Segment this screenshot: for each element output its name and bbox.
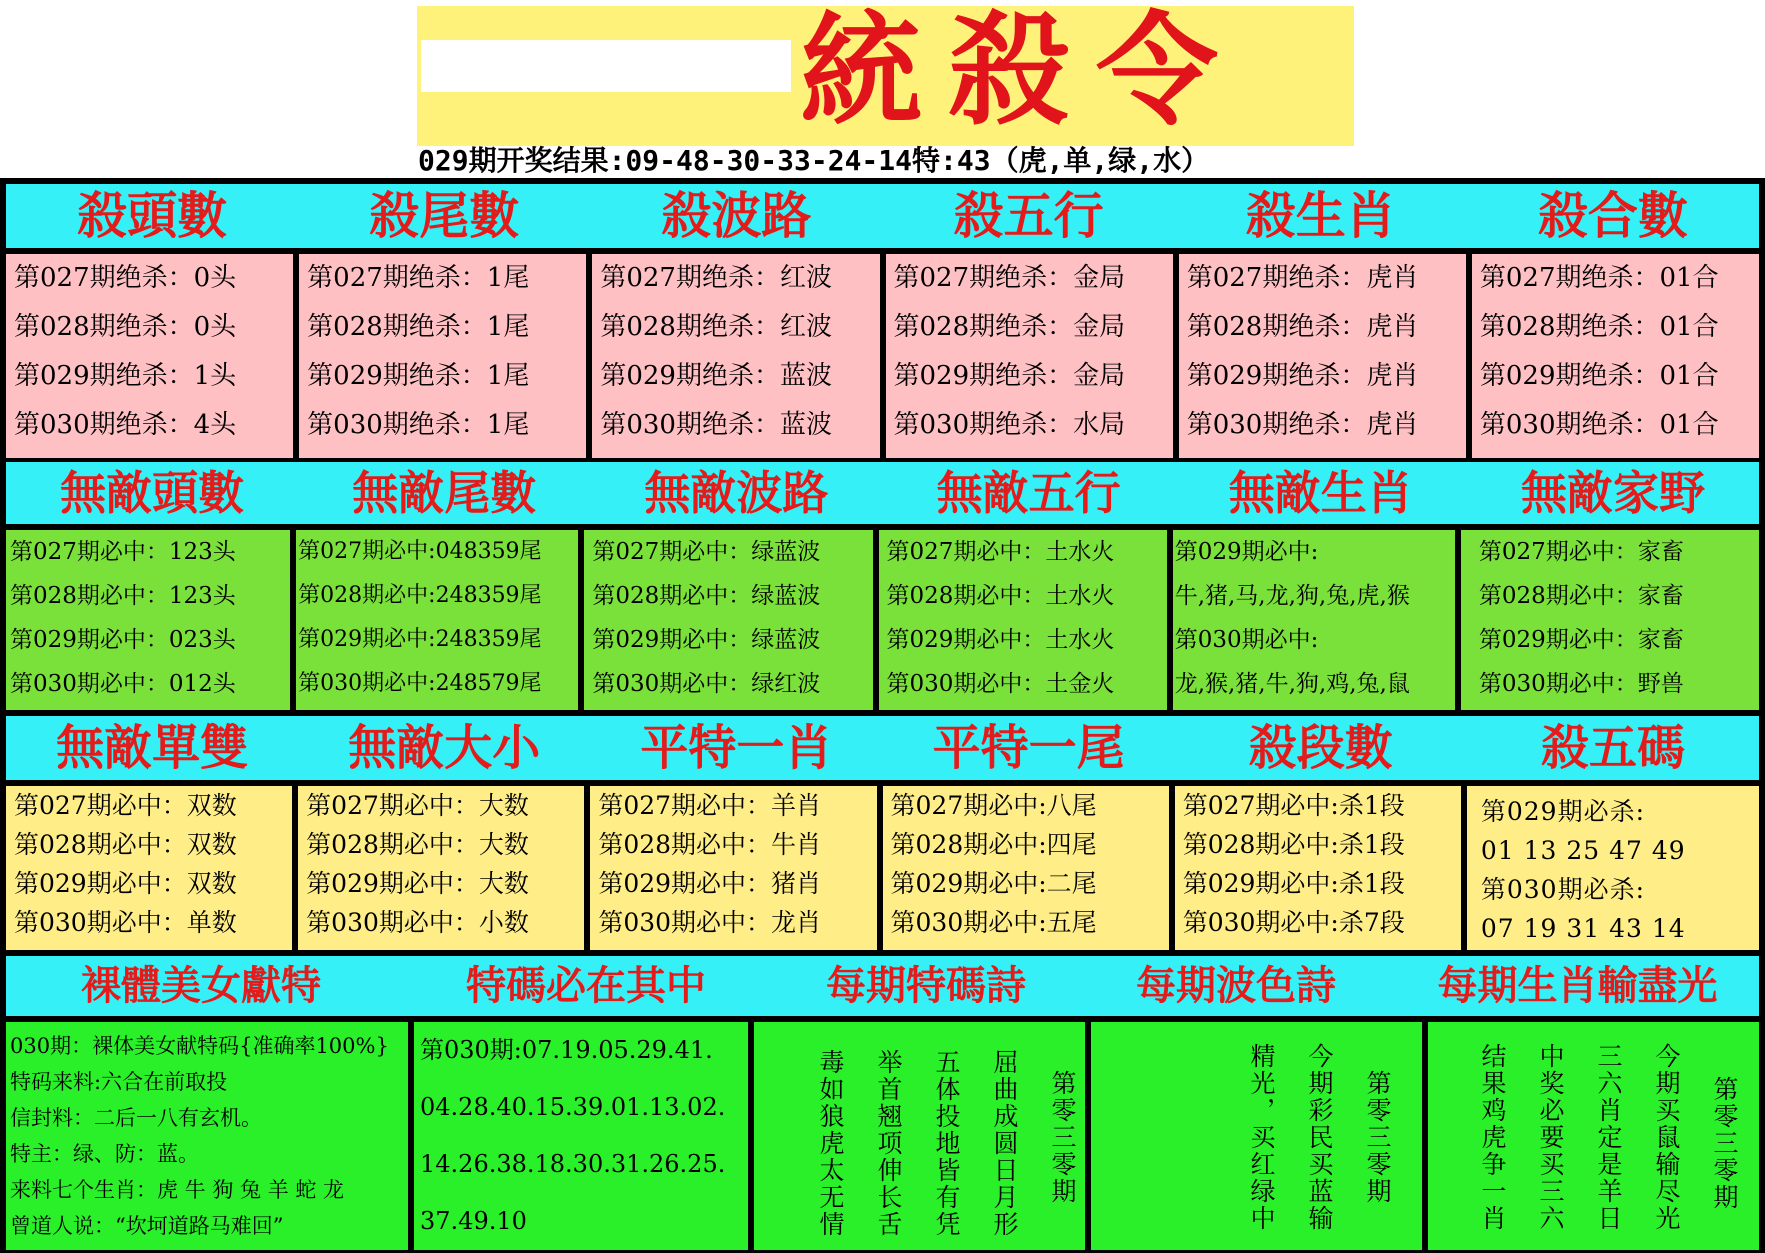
band-label: 殺波路 (661, 187, 812, 245)
list-item: 第030期绝杀：蓝波 (600, 410, 832, 440)
list-item: 第029期绝杀：金局 (893, 361, 1126, 391)
list-item: 第029期必中：绿蓝波 (592, 627, 821, 653)
list-item: 第027期必中：双数 (14, 791, 237, 820)
list-item: 第028期必中：土水火 (886, 583, 1115, 609)
list-item: 第030期绝杀：水局 (893, 410, 1126, 440)
band-label: 殺尾數 (369, 187, 520, 245)
list-item: 特主：绿、防：蓝。 (10, 1142, 199, 1166)
poem-column: 今期彩民买蓝输 (1305, 1042, 1334, 1232)
beauty-tip-cell (6, 1022, 408, 1250)
sure-row (6, 530, 1759, 710)
kill-element-cell (886, 254, 1173, 458)
list-item: 第030期必中：土金火 (886, 671, 1115, 697)
kill-sum-cell (1472, 254, 1759, 458)
band-label: 無敵頭數 (60, 466, 245, 520)
list-item: 第028期绝杀：01合 (1479, 312, 1719, 342)
list-item: 第027期绝杀：1尾 (307, 263, 530, 293)
list-item: 第028期必中：家畜 (1478, 583, 1684, 609)
list-item: 第030期必中：龙肖 (598, 908, 822, 937)
list-item: 龙,猴,猪,牛,狗,鸡,兔,鼠 (1174, 671, 1410, 697)
poem-column: 第零三零期 (1363, 1069, 1392, 1205)
kill-wave-cell (592, 254, 879, 458)
list-item: 第028期绝杀：0头 (14, 312, 237, 342)
list-item: 第030期必中:248579尾 (298, 671, 542, 696)
wave-color-poem-cell (1091, 1022, 1422, 1250)
band-label: 無敵家野 (1520, 466, 1705, 520)
band-label: 每期波色詩 (1136, 963, 1336, 1009)
list-item: 第027期绝杀：01合 (1479, 263, 1719, 293)
band-label: 平特一尾 (932, 720, 1125, 776)
sure-domestic-cell (1461, 530, 1759, 710)
band-label: 每期特碼詩 (826, 963, 1026, 1009)
list-item: 第029期绝杀：蓝波 (600, 361, 832, 391)
special-numbers-cell (414, 1022, 748, 1250)
list-item: 第029期必中：023头 (10, 627, 236, 653)
list-item: 第028期绝杀：金局 (893, 312, 1126, 342)
band-label: 平特一肖 (640, 720, 833, 776)
poem-column: 今期买鼠输尽光 (1652, 1042, 1681, 1232)
list-item: 第027期绝杀：0头 (14, 263, 237, 293)
list-item: 第030期必中：绿红波 (592, 671, 821, 697)
band-label: 無敵單雙 (56, 720, 249, 776)
poem-column: 屈曲成圆日月形 (990, 1048, 1019, 1238)
list-item: 第029期必中：家畜 (1478, 627, 1684, 653)
list-item: 第029期绝杀：1头 (14, 361, 237, 391)
list-item: 第027期必中：家畜 (1478, 539, 1684, 565)
list-item: 第027期绝杀：红波 (600, 263, 832, 293)
list-item: 37.49.10 (420, 1207, 527, 1235)
poem-column: 毒如狼虎太无情 (816, 1048, 845, 1238)
list-item: 第028期必中：牛肖 (598, 830, 822, 859)
list-item: 第027期必中：绿蓝波 (592, 539, 821, 565)
kill-segment-cell (1175, 786, 1461, 950)
list-item: 第030期必杀: (1480, 875, 1645, 904)
kill-head-cell (6, 254, 293, 458)
list-item: 第027期必中:杀1段 (1182, 791, 1405, 820)
list-item: 第030期绝杀：4头 (14, 410, 237, 440)
poem-column: 第零三零期 (1710, 1075, 1739, 1211)
band-label: 殺生肖 (1245, 187, 1396, 245)
list-item: 第027期绝杀：虎肖 (1186, 263, 1419, 293)
list-item: 第027期必中:048359尾 (298, 539, 542, 564)
list-item: 第030期必中: (1174, 627, 1319, 653)
poem-column: 举首翘项伸长舌 (874, 1048, 903, 1238)
list-item: 第030期绝杀：虎肖 (1186, 410, 1419, 440)
poem-column: 精光，买红绿中 (1247, 1042, 1276, 1232)
sure-element-cell (879, 530, 1167, 710)
list-item: 第030期:07.19.05.29.41. (420, 1036, 713, 1064)
list-item: 第028期绝杀：红波 (600, 312, 832, 342)
list-item: 第030期必中：野兽 (1478, 671, 1684, 697)
band-label: 無敵大小 (348, 720, 541, 776)
list-item: 第030期必中：012头 (10, 671, 236, 697)
band-label: 殺五行 (953, 187, 1104, 245)
poem-column: 三六肖定是羊日 (1594, 1042, 1623, 1232)
kill-zodiac-cell (1179, 254, 1466, 458)
poem-column: 第零三零期 (1048, 1069, 1077, 1205)
list-item: 第030期必中:五尾 (890, 908, 1097, 937)
list-item: 曾道人说：“坎坷道路马难回” (10, 1214, 284, 1238)
list-item: 来料七个生肖：虎 牛 狗 兔 羊 蛇 龙 (10, 1178, 345, 1202)
list-item: 第029期绝杀：虎肖 (1186, 361, 1419, 391)
list-item: 第029期必中：大数 (306, 869, 529, 898)
banner-white-strip (421, 40, 791, 92)
list-item: 第028期必中：大数 (306, 830, 529, 859)
band-label: 每期生肖輸盡光 (1437, 963, 1718, 1009)
list-item: 第030期必中:杀7段 (1182, 908, 1405, 937)
kill-row (6, 254, 1759, 458)
band-label: 殺五碼 (1540, 720, 1685, 776)
list-item: 第029期必中：猪肖 (598, 869, 822, 898)
draw-result: 029期开奖结果:09-48-30-33-24-14特:43（虎,单,绿,水） (418, 144, 1210, 177)
flat-zodiac-cell (590, 786, 876, 950)
band-label: 無敵五行 (936, 466, 1121, 520)
list-item: 第029期必中:二尾 (890, 869, 1097, 898)
list-item: 第027期必中:八尾 (890, 791, 1097, 820)
list-item: 第028期必中:248359尾 (298, 583, 542, 608)
band-label: 裸體美女獻特 (81, 963, 321, 1009)
list-item: 04.28.40.15.39.01.13.02. (420, 1093, 726, 1121)
header-band-2 (6, 462, 1759, 524)
list-item: 第028期必中：绿蓝波 (592, 583, 821, 609)
list-item: 第030期必中：单数 (14, 908, 237, 937)
band-label: 殺段數 (1248, 720, 1393, 776)
band-label: 殺合數 (1537, 187, 1688, 245)
list-item: 第030期绝杀：1尾 (307, 410, 530, 440)
band-label: 無敵波路 (644, 466, 829, 520)
list-item: 01 13 25 47 49 (1480, 836, 1686, 865)
band-label: 特碼必在其中 (466, 963, 706, 1009)
sure-zodiac-cell (1173, 530, 1455, 710)
list-item: 第029期必杀: (1480, 797, 1645, 826)
list-item: 特码来料:六合在前取投 (10, 1070, 228, 1094)
sure-head-cell (6, 530, 290, 710)
list-item: 第028期必中：123头 (10, 583, 236, 609)
header-band-4 (6, 956, 1759, 1016)
band-label: 殺頭數 (77, 187, 228, 245)
list-item: 第029期必中：土水火 (886, 627, 1115, 653)
list-item: 第029期必中:杀1段 (1182, 869, 1405, 898)
list-item: 第029期绝杀：01合 (1479, 361, 1719, 391)
list-item: 牛,猪,马,龙,狗,兔,虎,猴 (1174, 583, 1410, 609)
odd-even-cell (6, 786, 292, 950)
odd-even-row (6, 786, 1759, 950)
band-label: 無敵尾數 (352, 466, 537, 520)
list-item: 14.26.38.18.30.31.26.25. (420, 1150, 726, 1178)
list-item: 第030期绝杀：01合 (1479, 410, 1719, 440)
list-item: 第028期必中:四尾 (890, 830, 1097, 859)
big-small-cell (298, 786, 584, 950)
list-item: 第028期绝杀：1尾 (307, 312, 530, 342)
page-title: 統殺令 (800, 0, 1244, 142)
list-item: 第028期必中：双数 (14, 830, 237, 859)
special-code-poem-cell (754, 1022, 1085, 1250)
list-item: 第027期必中：土水火 (886, 539, 1115, 565)
sure-wave-cell (584, 530, 872, 710)
band-label: 無敵生肖 (1228, 466, 1413, 520)
poem-column: 五体投地皆有凭 (932, 1048, 961, 1238)
list-item: 第027期必中：羊肖 (598, 791, 822, 820)
list-item: 第028期绝杀：虎肖 (1186, 312, 1419, 342)
poem-column: 结果鸡虎争一肖 (1478, 1042, 1507, 1232)
kill-five-codes-cell (1467, 786, 1759, 950)
list-item: 第029期绝杀：1尾 (307, 361, 530, 391)
poem-column: 中奖必要买三六 (1536, 1042, 1565, 1232)
list-item: 第027期必中：大数 (306, 791, 529, 820)
list-item: 第027期绝杀：金局 (893, 263, 1126, 293)
list-item: 第028期必中:杀1段 (1182, 830, 1405, 859)
list-item: 第027期必中：123头 (10, 539, 236, 565)
kill-tail-cell (299, 254, 586, 458)
header-band-1 (6, 184, 1759, 248)
zodiac-lose-poem-cell (1428, 1022, 1759, 1250)
list-item: 第029期必中:248359尾 (298, 627, 542, 652)
flat-tail-cell (883, 786, 1169, 950)
header-band-3 (6, 716, 1759, 780)
list-item: 信封料：二后一八有玄机。 (10, 1106, 262, 1130)
list-item: 第030期必中：小数 (306, 908, 529, 937)
list-item: 07 19 31 43 14 (1480, 914, 1686, 943)
bottom-row (6, 1022, 1759, 1250)
list-item: 第029期必中：双数 (14, 869, 237, 898)
list-item: 030期：裸体美女献特码{准确率100%} (10, 1034, 389, 1058)
list-item: 第029期必中: (1174, 539, 1319, 565)
sure-tail-cell (296, 530, 578, 710)
